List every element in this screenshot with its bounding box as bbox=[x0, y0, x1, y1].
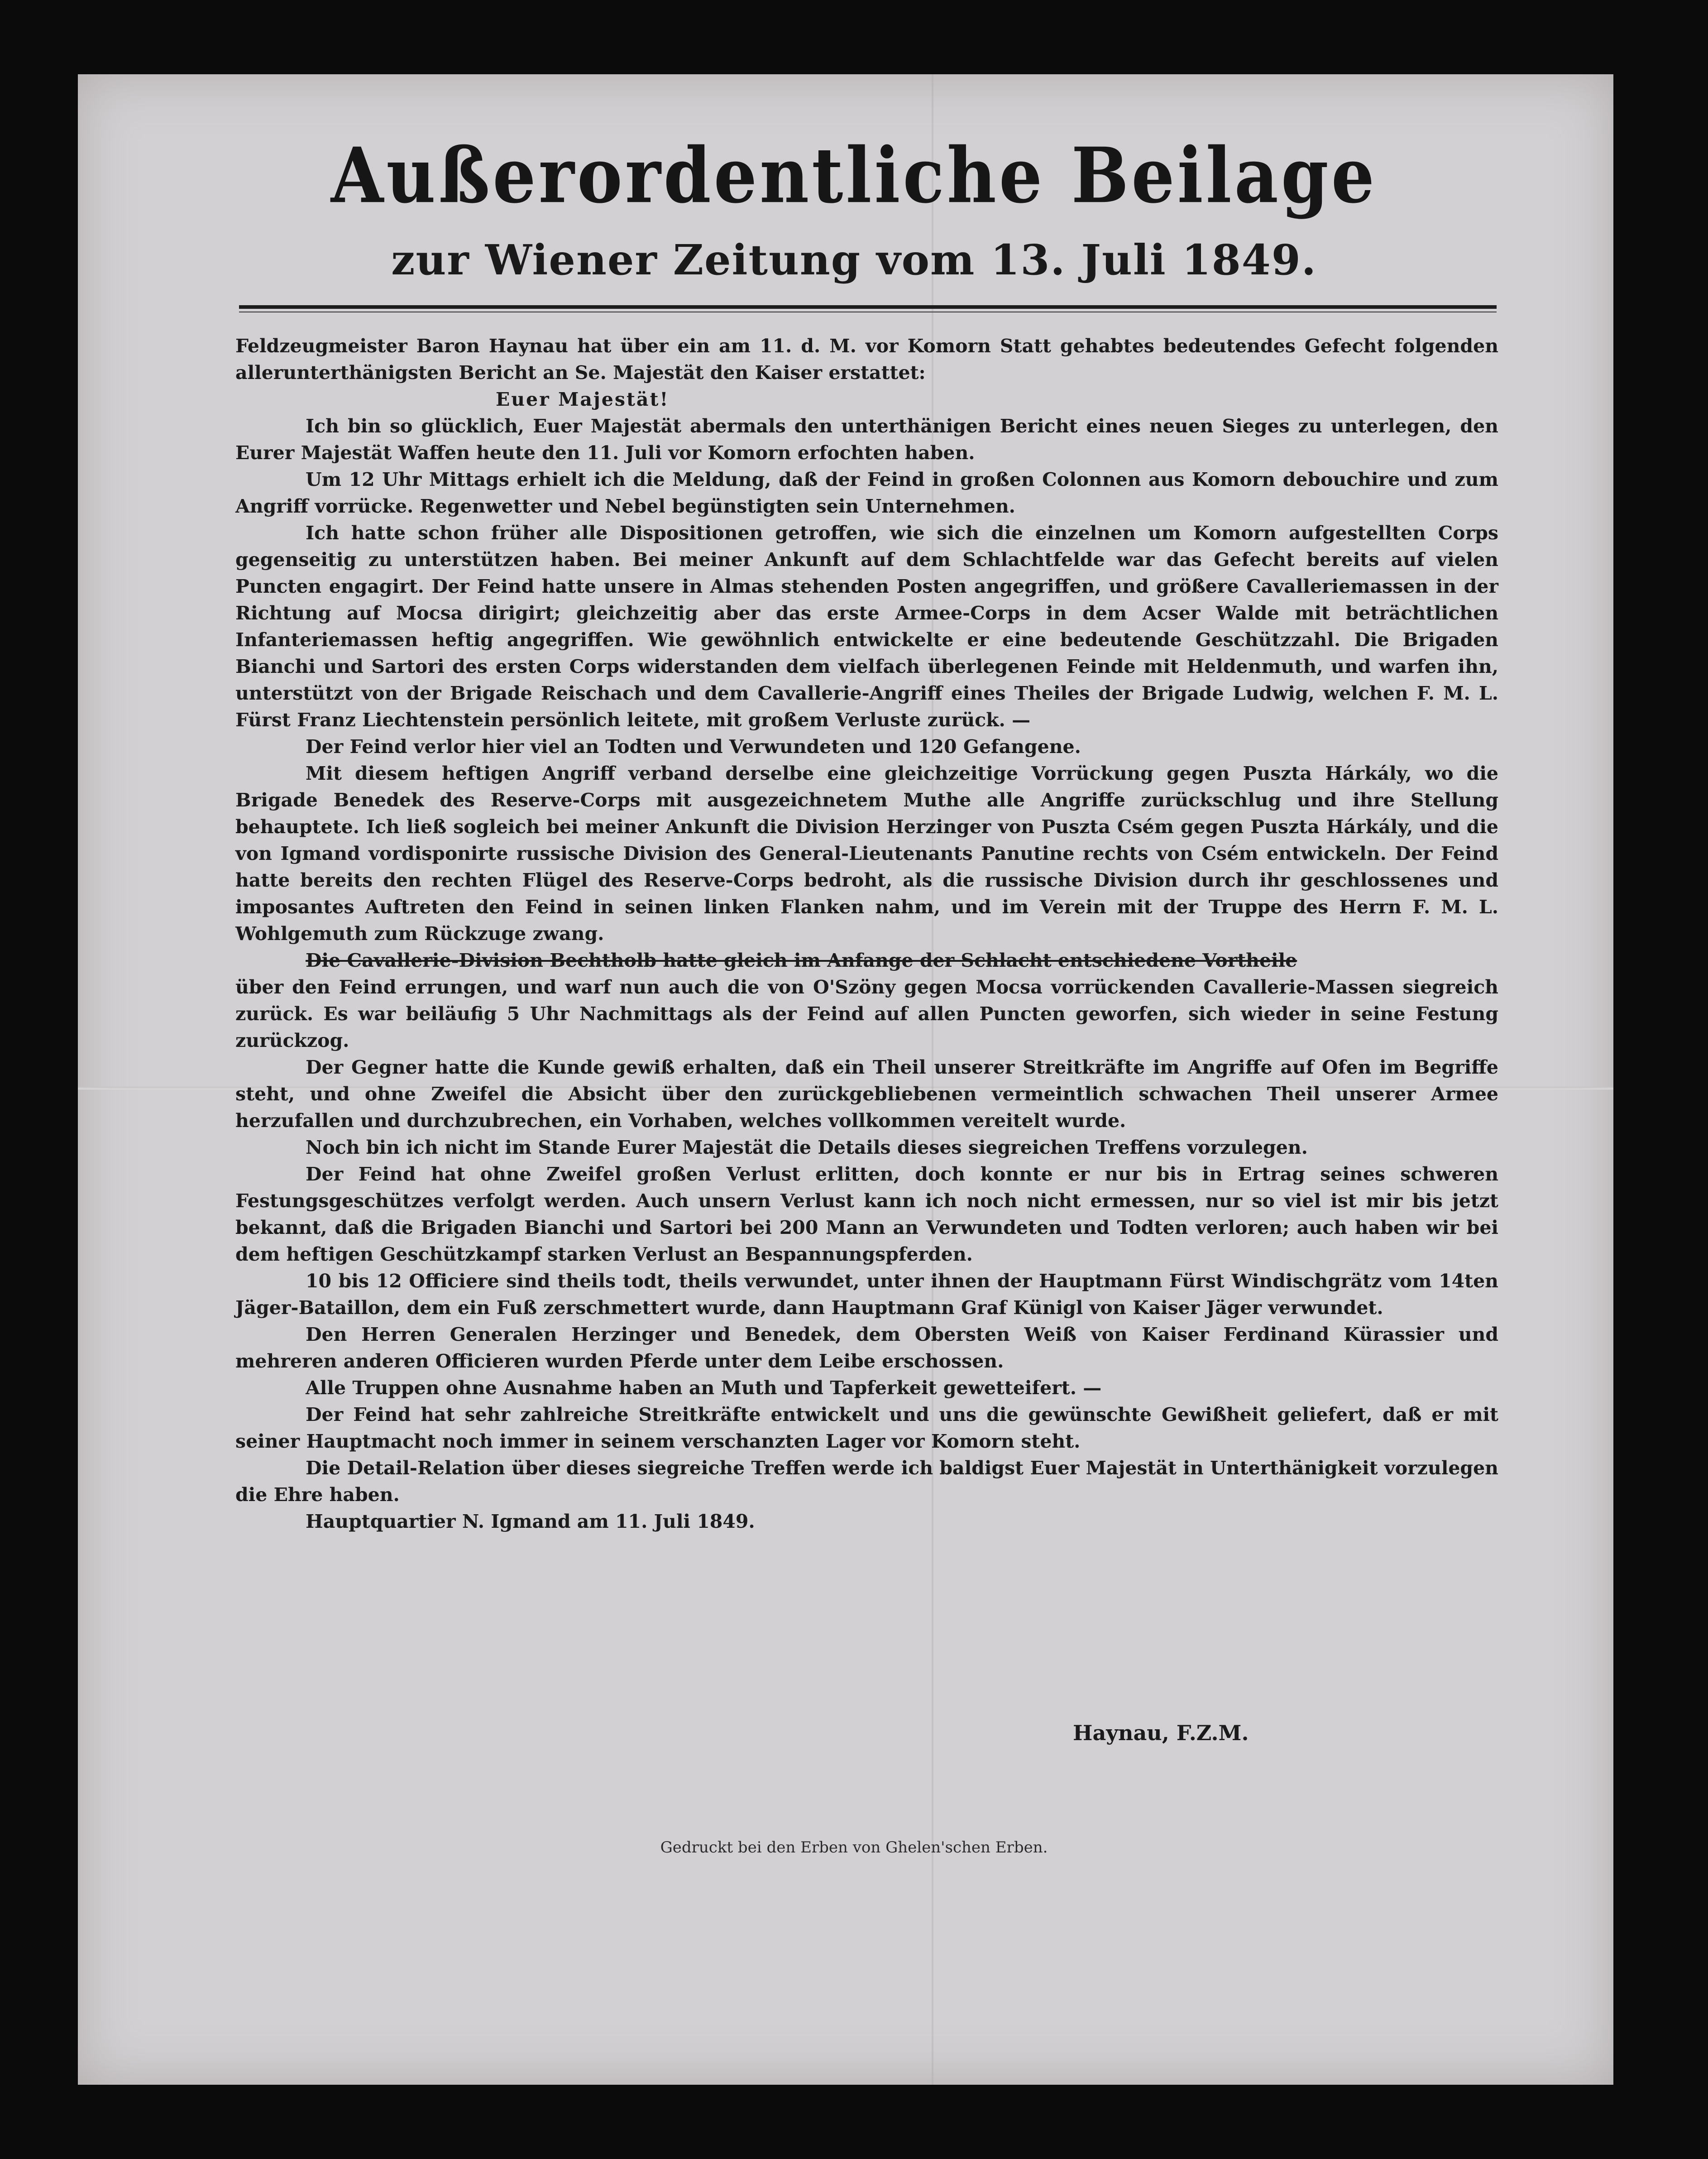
paragraph: Der Feind verlor hier viel an Todten und Verwundeten und 120 Gefangene. bbox=[306, 736, 1081, 758]
paragraph: Der Feind hat ohne Zweifel großen Verlust erlitten, doch konnte er nur bis in Ertrag seines schweren Festungsgeschützes verfolgt werden. Auch unsern Verlust kann ich noch nicht ermessen, nur so viel ist mir bis jetzt bekannt, daß die Brigaden Bianchi und Sartori bei 200 Mann an Verwundeten und Todten verloren; auch haben wir bei dem heftigen Geschützkampf starken Verlust an Bespannungspferden. bbox=[235, 1163, 1498, 1265]
intro-paragraph: Feldzeugmeister Baron Haynau hat über ein am 11. d. M. vor Komorn Statt gehabtes bedeutendes Gefecht folgenden allerunterthänigsten Bericht an Se. Majestät den Kaiser erstattet: bbox=[235, 335, 1498, 384]
paragraph: 10 bis 12 Officiere sind theils todt, theils verwundet, unter ihnen der Hauptmann Fürst Windischgrätz vom 14ten Jäger-Bataillon, dem ein Fuß zerschmettert wurde, dann Hauptmann Graf Künigl von Kaiser Jäger verwundet. bbox=[235, 1270, 1498, 1319]
printer-imprint: Gedruckt bei den Erben von Ghelen'schen Erben. bbox=[660, 1838, 1048, 1857]
paragraph: Noch bin ich nicht im Stande Eurer Majestät die Details dieses siegreichen Treffens vorzulegen. bbox=[306, 1137, 1308, 1158]
paragraph: Ich bin so glücklich, Euer Majestät abermals den unterthänigen Bericht eines neuen Sieges zu unterlegen, den Eurer Majestät Waffen heute den 11. Juli vor Komorn erfochten haben. bbox=[235, 415, 1498, 464]
paragraph: über den Feind errungen, und warf nun auch die von O'Szöny gegen Mocsa vorrückenden Cavallerie-Massen siegreich zurück. Es war beiläufig 5 Uhr Nachmittags als der Feind auf allen Puncten geworfen, sich wieder in seine Festung zurückzog. bbox=[235, 976, 1498, 1051]
paragraph: Alle Truppen ohne Ausnahme haben an Muth und Tapferkeit gewetteifert. — bbox=[306, 1377, 1102, 1399]
paragraph: Die Detail-Relation über dieses siegreiche Treffen werde ich baldigst Euer Majestät in Unterthänigkeit vorzulegen die Ehre haben. bbox=[235, 1457, 1498, 1506]
paragraph: Der Gegner hatte die Kunde gewiß erhalten, daß ein Theil unserer Streitkräfte im Angriffe auf Ofen im Begriffe steht, und ohne Zweifel die Absicht über den zurückgebliebenen vermeintlich schwachen Theil unserer Armee herzufallen und durchzubrechen, ein Vorhaben, welches vollkommen vereitelt wurde. bbox=[235, 1056, 1498, 1132]
paragraph: Ich hatte schon früher alle Dispositionen getroffen, wie sich die einzelnen um Komorn aufgestellten Corps gegenseitig zu unterstützen haben. Bei meiner Ankunft auf dem Schlachtfelde war das Gefecht bereits auf vielen Puncten engagirt. Der Feind hatte unsere in Almas stehenden Posten angegriffen, und größere Cavalleriemassen in der Richtung auf Mocsa dirigirt; gleichzeitig aber das erste Armee-Corps in dem Acser Walde mit beträchtlichen Infanteriemassen heftig angegriffen. Wie gewöhnlich entwickelte er eine bedeutende Geschützzahl. Die Brigaden Bianchi und Sartori des ersten Corps widerstanden dem vielfach überlegenen Feinde mit Heldenmuth, und warfen ihn, unterstützt von der Brigade Reischach und dem Cavallerie-Angriff eines Theiles der Brigade Ludwig, welchen F. M. L. Fürst Franz Liechtenstein persönlich leitete, mit großem Verluste zurück. — bbox=[235, 522, 1498, 731]
masthead-title: Außerordentliche Beilage bbox=[330, 131, 1378, 221]
paragraph: Der Feind hat sehr zahlreiche Streitkräfte entwickelt und uns die gewünschte Gewißheit geliefert, daß er mit seiner Hauptmacht noch immer in seinem verschanzten Lager vor Komorn steht. bbox=[235, 1404, 1498, 1452]
signature: Haynau, F.Z.M. bbox=[1073, 1721, 1249, 1745]
salutation: Euer Majestät! bbox=[496, 389, 670, 410]
paragraph: Um 12 Uhr Mittags erhielt ich die Meldung, daß der Feind in großen Colonnen aus Komorn debouchire und zum Angriff vorrücke. Regenwetter und Nebel begünstigten sein Unternehmen. bbox=[235, 469, 1498, 517]
struck-through-line: Die Cavallerie-Division Bechtholb hatte gleich im Anfange der Schlacht entschiedene Vortheile bbox=[306, 950, 1297, 971]
place-and-date: Hauptquartier N. Igmand am 11. Juli 1849. bbox=[306, 1511, 755, 1532]
report-body bbox=[235, 333, 1498, 1535]
paragraph: Mit diesem heftigen Angriff verband derselbe eine gleichzeitige Vorrückung gegen Puszta Hárkály, wo die Brigade Benedek des Reserve-Corps mit ausgezeichnetem Muthe alle Angriffe zurückschlug und ihre Stellung behauptete. Ich ließ sogleich bei meiner Ankunft die Division Herzinger von Puszta Csém gegen Puszta Hárkály, und die von Igmand vordisponirte russische Division des General-Lieutenants Panutine rechts von Csém entwickeln. Der Feind hatte bereits den rechten Flügel des Reserve-Corps bedroht, als die russische Division durch ihr geschlossenes und imposantes Auftreten den Feind in seinen linken Flanken nahm, und im Verein mit der Truppe des Herrn F. M. L. Wohlgemuth zum Rückzuge zwang. bbox=[235, 763, 1498, 945]
masthead-subtitle: zur Wiener Zeitung vom 13. Juli 1849. bbox=[391, 235, 1317, 284]
paragraph: Den Herren Generalen Herzinger und Benedek, dem Obersten Weiß von Kaiser Ferdinand Kürassier und mehreren anderen Officieren wurden Pferde unter dem Leibe erschossen. bbox=[235, 1324, 1498, 1372]
masthead-rule bbox=[239, 305, 1497, 309]
